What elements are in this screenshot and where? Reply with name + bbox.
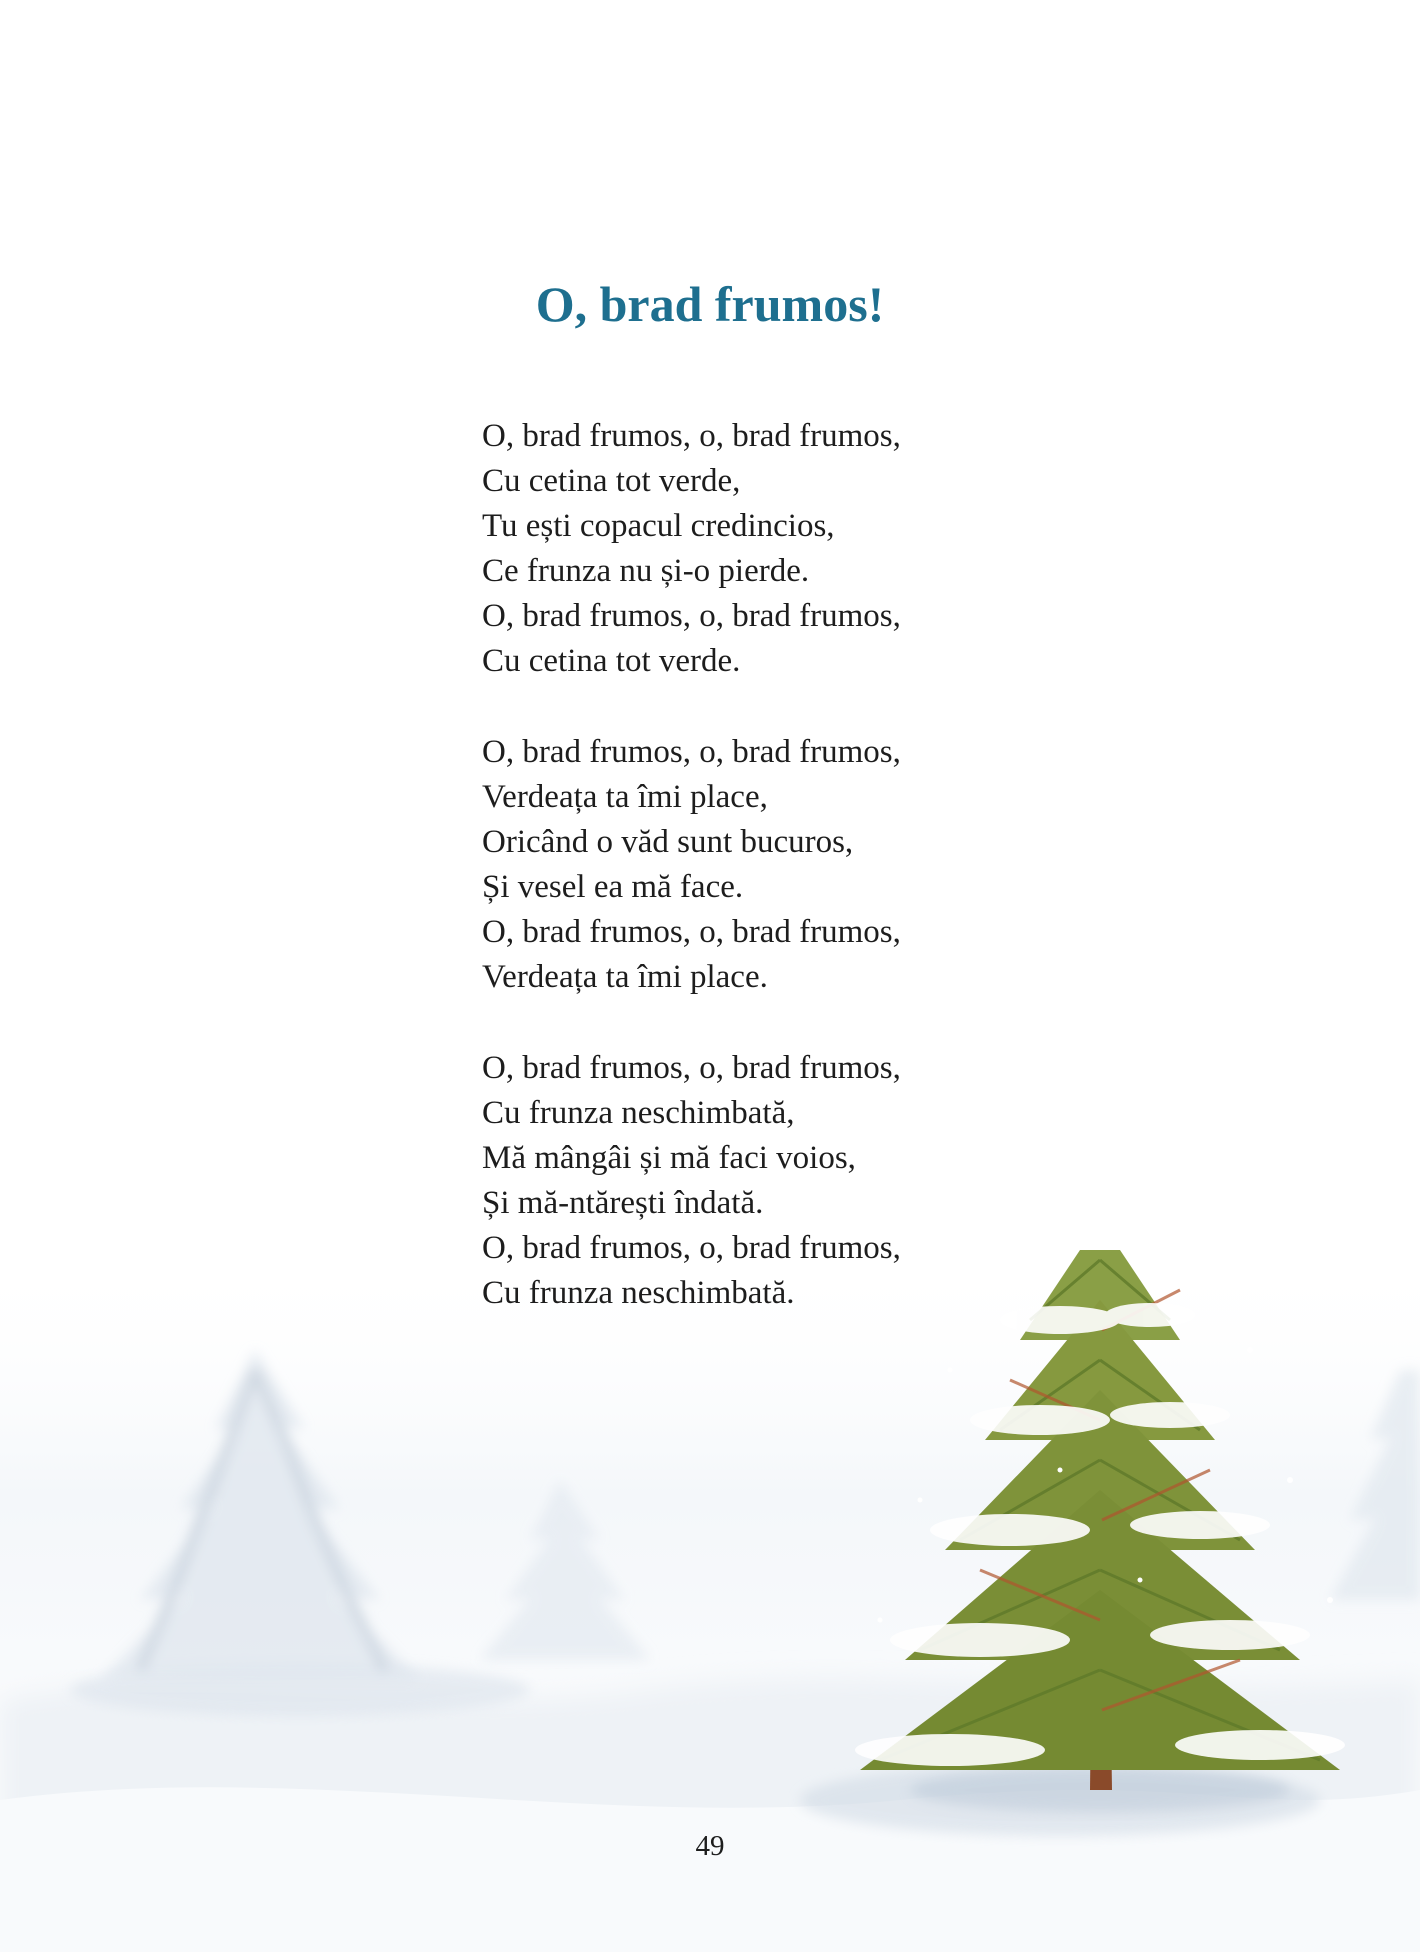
verse-line: Și mă-ntărești îndată. (482, 1185, 764, 1221)
verse-line: Cu cetina tot verde. (482, 643, 741, 679)
verse-line: O, brad frumos, o, brad frumos, (482, 914, 901, 950)
verse-line: O, brad frumos, o, brad frumos, (482, 598, 901, 634)
verse-line: Cu frunza neschimbată. (482, 1275, 795, 1311)
verse-line: O, brad frumos, o, brad frumos, (482, 1050, 901, 1086)
stanza-1 (482, 414, 1082, 684)
verse-line: Și vesel ea mă face. (482, 869, 744, 905)
verse-line: O, brad frumos, o, brad frumos, (482, 1230, 901, 1266)
verse-line: O, brad frumos, o, brad frumos, (482, 734, 901, 770)
verse-line: O, brad frumos, o, brad frumos, (482, 418, 901, 454)
verse-line: Verdeața ta îmi place, (482, 779, 768, 815)
page-number: 49 (695, 1830, 725, 1862)
poem (482, 414, 1082, 1362)
stanza-3 (482, 1046, 1082, 1316)
verse-line: Oricând o văd sunt bucuros, (482, 824, 854, 860)
stanza-2 (482, 730, 1082, 1000)
verse-line: Cu frunza neschimbată, (482, 1095, 795, 1131)
verse-line: Verdeața ta îmi place. (482, 959, 768, 995)
verse-line: Cu cetina tot verde, (482, 463, 741, 499)
verse-line: Tu ești copacul credincios, (482, 508, 835, 544)
verse-line: Ce frunza nu și-o pierde. (482, 553, 810, 589)
verse-line: Mă mângâi și mă faci voios, (482, 1140, 856, 1176)
page-title: O, brad frumos! (535, 276, 885, 332)
